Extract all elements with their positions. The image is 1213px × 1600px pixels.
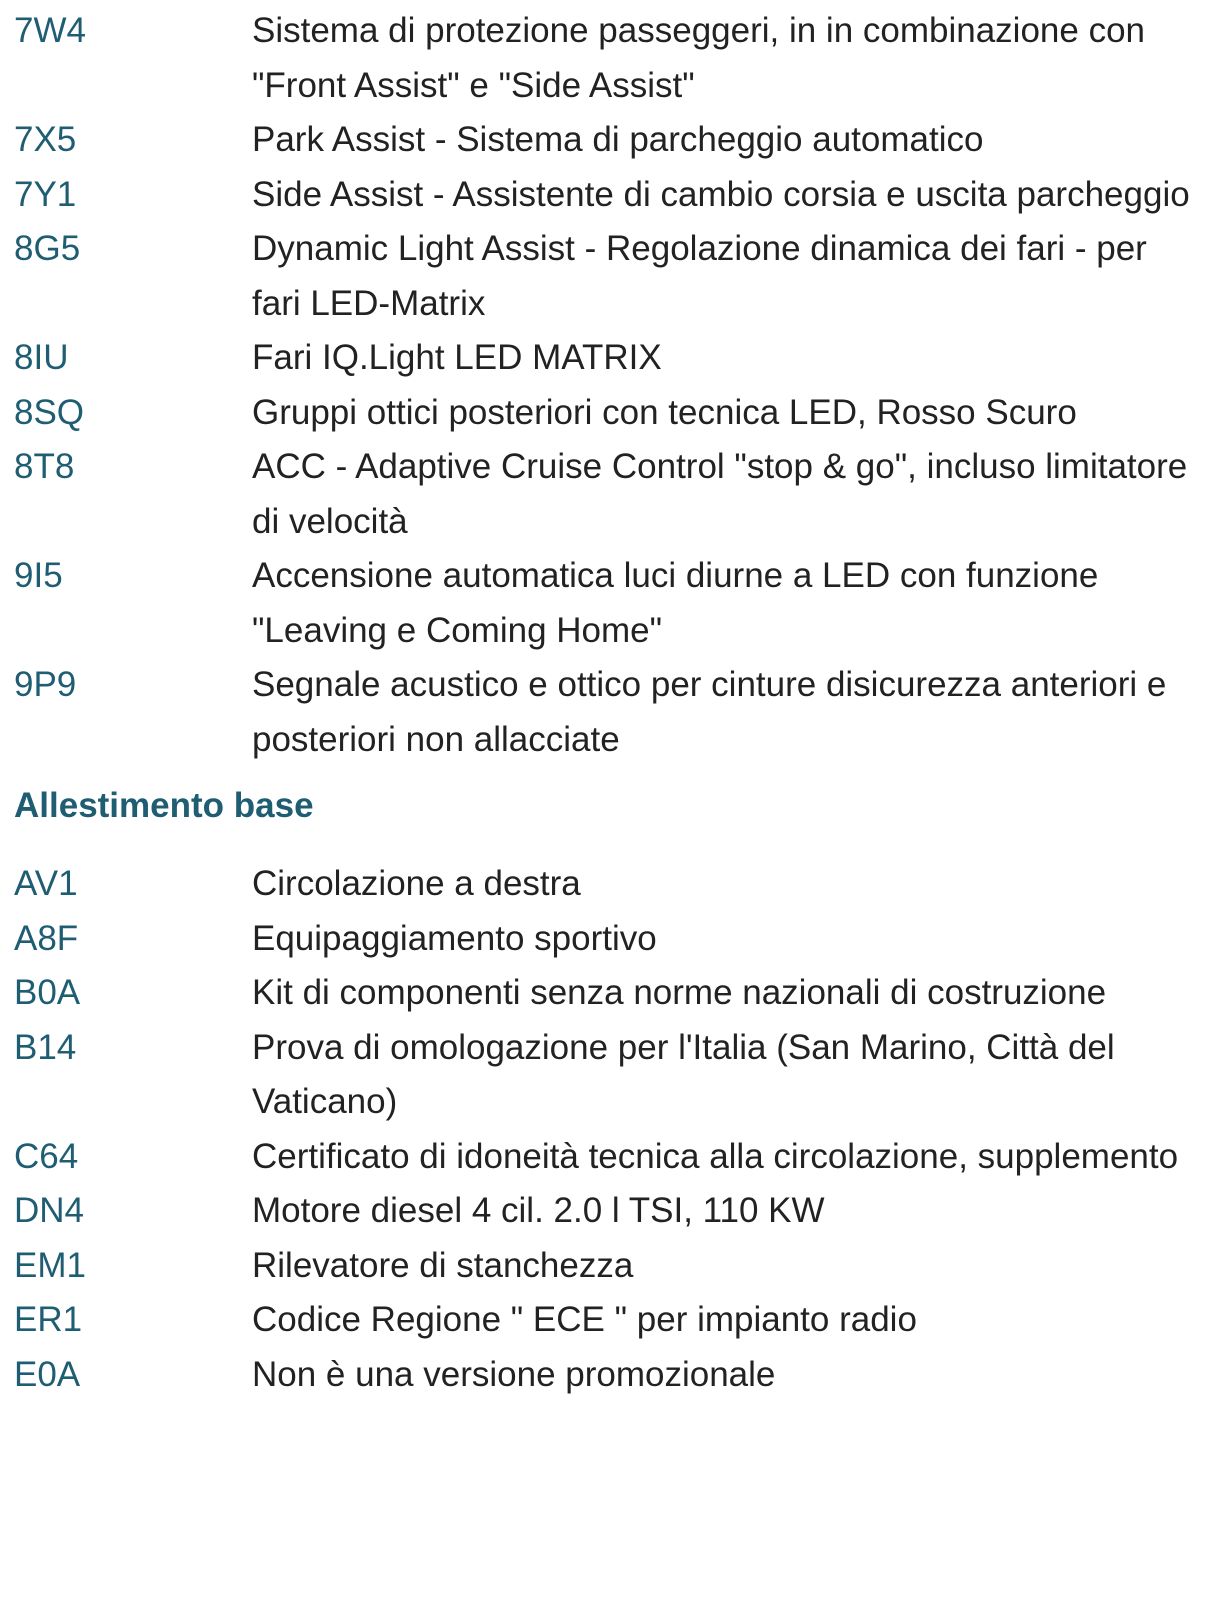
option-code: 9P9	[14, 665, 77, 704]
list-item	[0, 1021, 1213, 1130]
list-item	[0, 658, 1213, 767]
options-list	[0, 4, 1213, 767]
option-code: 8SQ	[14, 392, 85, 432]
list-item	[0, 857, 1213, 912]
list-item	[0, 168, 1213, 223]
list-item	[0, 549, 1213, 658]
option-code: A8F	[14, 918, 79, 958]
option-code: AV1	[14, 864, 78, 903]
option-code: 7Y1	[14, 174, 77, 214]
option-code: 8T8	[14, 447, 75, 486]
list-item	[0, 1348, 1213, 1403]
option-code: EM1	[14, 1245, 86, 1285]
list-item	[0, 912, 1213, 967]
list-item	[0, 1293, 1213, 1348]
option-description: Certificato di idoneità tecnica alla circolazione, supplemento	[252, 1136, 1179, 1176]
option-description: Motore diesel 4 cil. 2.0 l TSI, 110 KW	[252, 1191, 825, 1230]
list-item	[0, 1184, 1213, 1239]
option-code: 9I5	[14, 556, 63, 595]
list-item	[0, 4, 1213, 113]
option-code: C64	[14, 1136, 79, 1176]
option-code: 7X5	[14, 120, 77, 159]
list-item	[0, 1239, 1213, 1294]
base-equipment-list	[0, 857, 1213, 1402]
option-description: Rilevatore di stanchezza	[252, 1245, 634, 1285]
option-description: Sistema di protezione passeggeri, in in combinazione con "Front Assist" e "Side Assist"	[252, 11, 1146, 105]
option-description: Kit di componenti senza norme nazionali di costruzione	[252, 973, 1107, 1012]
option-description: Fari IQ.Light LED MATRIX	[252, 338, 662, 377]
option-description: Non è una versione promozionale	[252, 1354, 776, 1394]
option-code: E0A	[14, 1354, 81, 1394]
option-code: B14	[14, 1027, 77, 1067]
option-description: Codice Regione " ECE " per impianto radio	[252, 1300, 917, 1339]
option-description: Equipaggiamento sportivo	[252, 918, 657, 958]
section-heading: Allestimento base	[14, 786, 314, 825]
option-code: 8IU	[14, 338, 69, 377]
option-description: Park Assist - Sistema di parcheggio automatico	[252, 120, 984, 159]
list-item	[0, 331, 1213, 386]
option-description: Circolazione a destra	[252, 864, 581, 903]
option-description: Side Assist - Assistente di cambio corsia e uscita parcheggio	[252, 174, 1190, 214]
list-item	[0, 1130, 1213, 1185]
option-code: 7W4	[14, 11, 86, 50]
option-description: Dynamic Light Assist - Regolazione dinamica dei fari - per fari LED-Matrix	[252, 229, 1147, 323]
option-description: Gruppi ottici posteriori con tecnica LED, Rosso Scuro	[252, 392, 1077, 432]
option-description: Accensione automatica luci diurne a LED con funzione "Leaving e Coming Home"	[252, 556, 1099, 650]
list-item	[0, 966, 1213, 1021]
option-code: B0A	[14, 973, 81, 1012]
option-code: DN4	[14, 1191, 85, 1230]
list-item	[0, 222, 1213, 331]
list-item	[0, 386, 1213, 441]
option-code: 8G5	[14, 229, 81, 268]
list-item	[0, 440, 1213, 549]
option-description: Prova di omologazione per l'Italia (San Marino, Città del Vaticano)	[252, 1027, 1115, 1121]
list-item	[0, 113, 1213, 168]
option-code: ER1	[14, 1300, 83, 1339]
option-description: Segnale acustico e ottico per cinture disicurezza anteriori e posteriori non allacciate	[252, 665, 1167, 759]
option-description: ACC - Adaptive Cruise Control "stop & go", incluso limitatore di velocità	[252, 447, 1188, 541]
